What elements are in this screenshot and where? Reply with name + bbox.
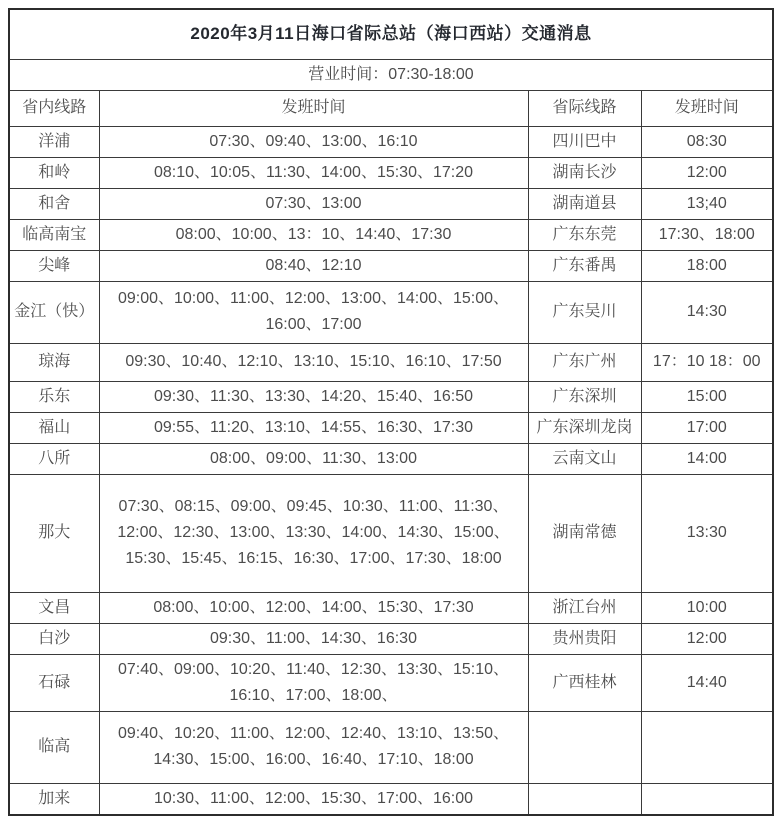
province-route-cell: 临高南宝 [9,219,99,250]
table-row [9,783,773,815]
business-hours: 营业时间：07:30-18:00 [9,59,773,90]
province-times-cell: 09:00、10:00、11:00、12:00、13:00、14:00、15:00、16:00、17:00 [99,281,528,343]
inter-times-cell: 12:00 [641,623,773,654]
inter-times-cell: 17:00 [641,412,773,443]
table-row [9,250,773,281]
table-row [9,474,773,592]
province-route-cell: 那大 [9,474,99,592]
col-header-inter-route: 省际线路 [528,90,641,126]
province-route-cell: 和岭 [9,157,99,188]
province-times-cell: 08:00、09:00、11:30、13:00 [99,443,528,474]
business-hours-row [9,59,773,90]
province-route-cell: 洋浦 [9,126,99,157]
table-row [9,157,773,188]
inter-times-cell: 15:00 [641,381,773,412]
inter-times-cell [641,711,773,783]
inter-route-cell: 四川巴中 [528,126,641,157]
table-row [9,654,773,711]
inter-times-cell: 13;40 [641,188,773,219]
inter-route-cell [528,711,641,783]
inter-times-cell: 17：10 18：00 [641,343,773,381]
inter-route-cell: 广东深圳龙岗 [528,412,641,443]
inter-times-cell: 12:00 [641,157,773,188]
col-header-province-route: 省内线路 [9,90,99,126]
province-times-cell: 09:30、10:40、12:10、13:10、15:10、16:10、17:50 [99,343,528,381]
province-times-cell: 08:00、10:00、13：10、14:40、17:30 [99,219,528,250]
page-title: 2020年3月11日海口省际总站（海口西站）交通消息 [9,9,773,59]
province-times-cell: 08:40、12:10 [99,250,528,281]
inter-times-cell: 17:30、18:00 [641,219,773,250]
inter-route-cell: 湖南长沙 [528,157,641,188]
table-row [9,343,773,381]
province-times-cell: 09:40、10:20、11:00、12:00、12:40、13:10、13:50、14:30、15:00、16:00、16:40、17:10、18:00 [99,711,528,783]
table-row [9,711,773,783]
column-header-row [9,90,773,126]
province-route-cell: 金江（快） [9,281,99,343]
schedule-table [8,8,774,816]
table-row [9,592,773,623]
table-row [9,219,773,250]
inter-times-cell: 13:30 [641,474,773,592]
inter-times-cell: 10:00 [641,592,773,623]
inter-route-cell: 广西桂林 [528,654,641,711]
schedule-body [9,126,773,815]
table-row [9,623,773,654]
table-row [9,281,773,343]
title-row [9,9,773,59]
inter-route-cell: 广东深圳 [528,381,641,412]
province-route-cell: 八所 [9,443,99,474]
inter-route-cell: 广东东莞 [528,219,641,250]
table-row [9,381,773,412]
inter-times-cell: 14:30 [641,281,773,343]
province-route-cell: 临高 [9,711,99,783]
province-times-cell: 09:55、11:20、13:10、14:55、16:30、17:30 [99,412,528,443]
province-route-cell: 福山 [9,412,99,443]
province-route-cell: 和舍 [9,188,99,219]
province-route-cell: 乐东 [9,381,99,412]
province-route-cell: 加来 [9,783,99,815]
province-route-cell: 琼海 [9,343,99,381]
table-row [9,443,773,474]
table-row [9,126,773,157]
province-times-cell: 09:30、11:00、14:30、16:30 [99,623,528,654]
province-route-cell: 石碌 [9,654,99,711]
province-route-cell: 尖峰 [9,250,99,281]
province-times-cell: 10:30、11:00、12:00、15:30、17:00、16:00 [99,783,528,815]
province-route-cell: 白沙 [9,623,99,654]
col-header-inter-times: 发班时间 [641,90,773,126]
province-times-cell: 08:10、10:05、11:30、14:00、15:30、17:20 [99,157,528,188]
inter-route-cell: 广东广州 [528,343,641,381]
province-times-cell: 08:00、10:00、12:00、14:00、15:30、17:30 [99,592,528,623]
inter-times-cell [641,783,773,815]
inter-route-cell: 云南文山 [528,443,641,474]
inter-times-cell: 18:00 [641,250,773,281]
province-times-cell: 07:40、09:00、10:20、11:40、12:30、13:30、15:10、16:10、17:00、18:00、 [99,654,528,711]
province-route-cell: 文昌 [9,592,99,623]
province-times-cell: 07:30、08:15、09:00、09:45、10:30、11:00、11:30、12:00、12:30、13:00、13:30、14:00、14:30、15:00、15:30、15:45、16:15、16:30、17:00、17:30、18:00 [99,474,528,592]
table-row [9,188,773,219]
col-header-province-times: 发班时间 [99,90,528,126]
inter-route-cell: 广东番禺 [528,250,641,281]
inter-route-cell: 浙江台州 [528,592,641,623]
inter-route-cell: 湖南常德 [528,474,641,592]
inter-route-cell: 湖南道县 [528,188,641,219]
province-times-cell: 07:30、13:00 [99,188,528,219]
inter-times-cell: 14:40 [641,654,773,711]
inter-route-cell: 广东吴川 [528,281,641,343]
inter-route-cell [528,783,641,815]
inter-times-cell: 08:30 [641,126,773,157]
table-row [9,412,773,443]
province-times-cell: 09:30、11:30、13:30、14:20、15:40、16:50 [99,381,528,412]
province-times-cell: 07:30、09:40、13:00、16:10 [99,126,528,157]
inter-times-cell: 14:00 [641,443,773,474]
inter-route-cell: 贵州贵阳 [528,623,641,654]
